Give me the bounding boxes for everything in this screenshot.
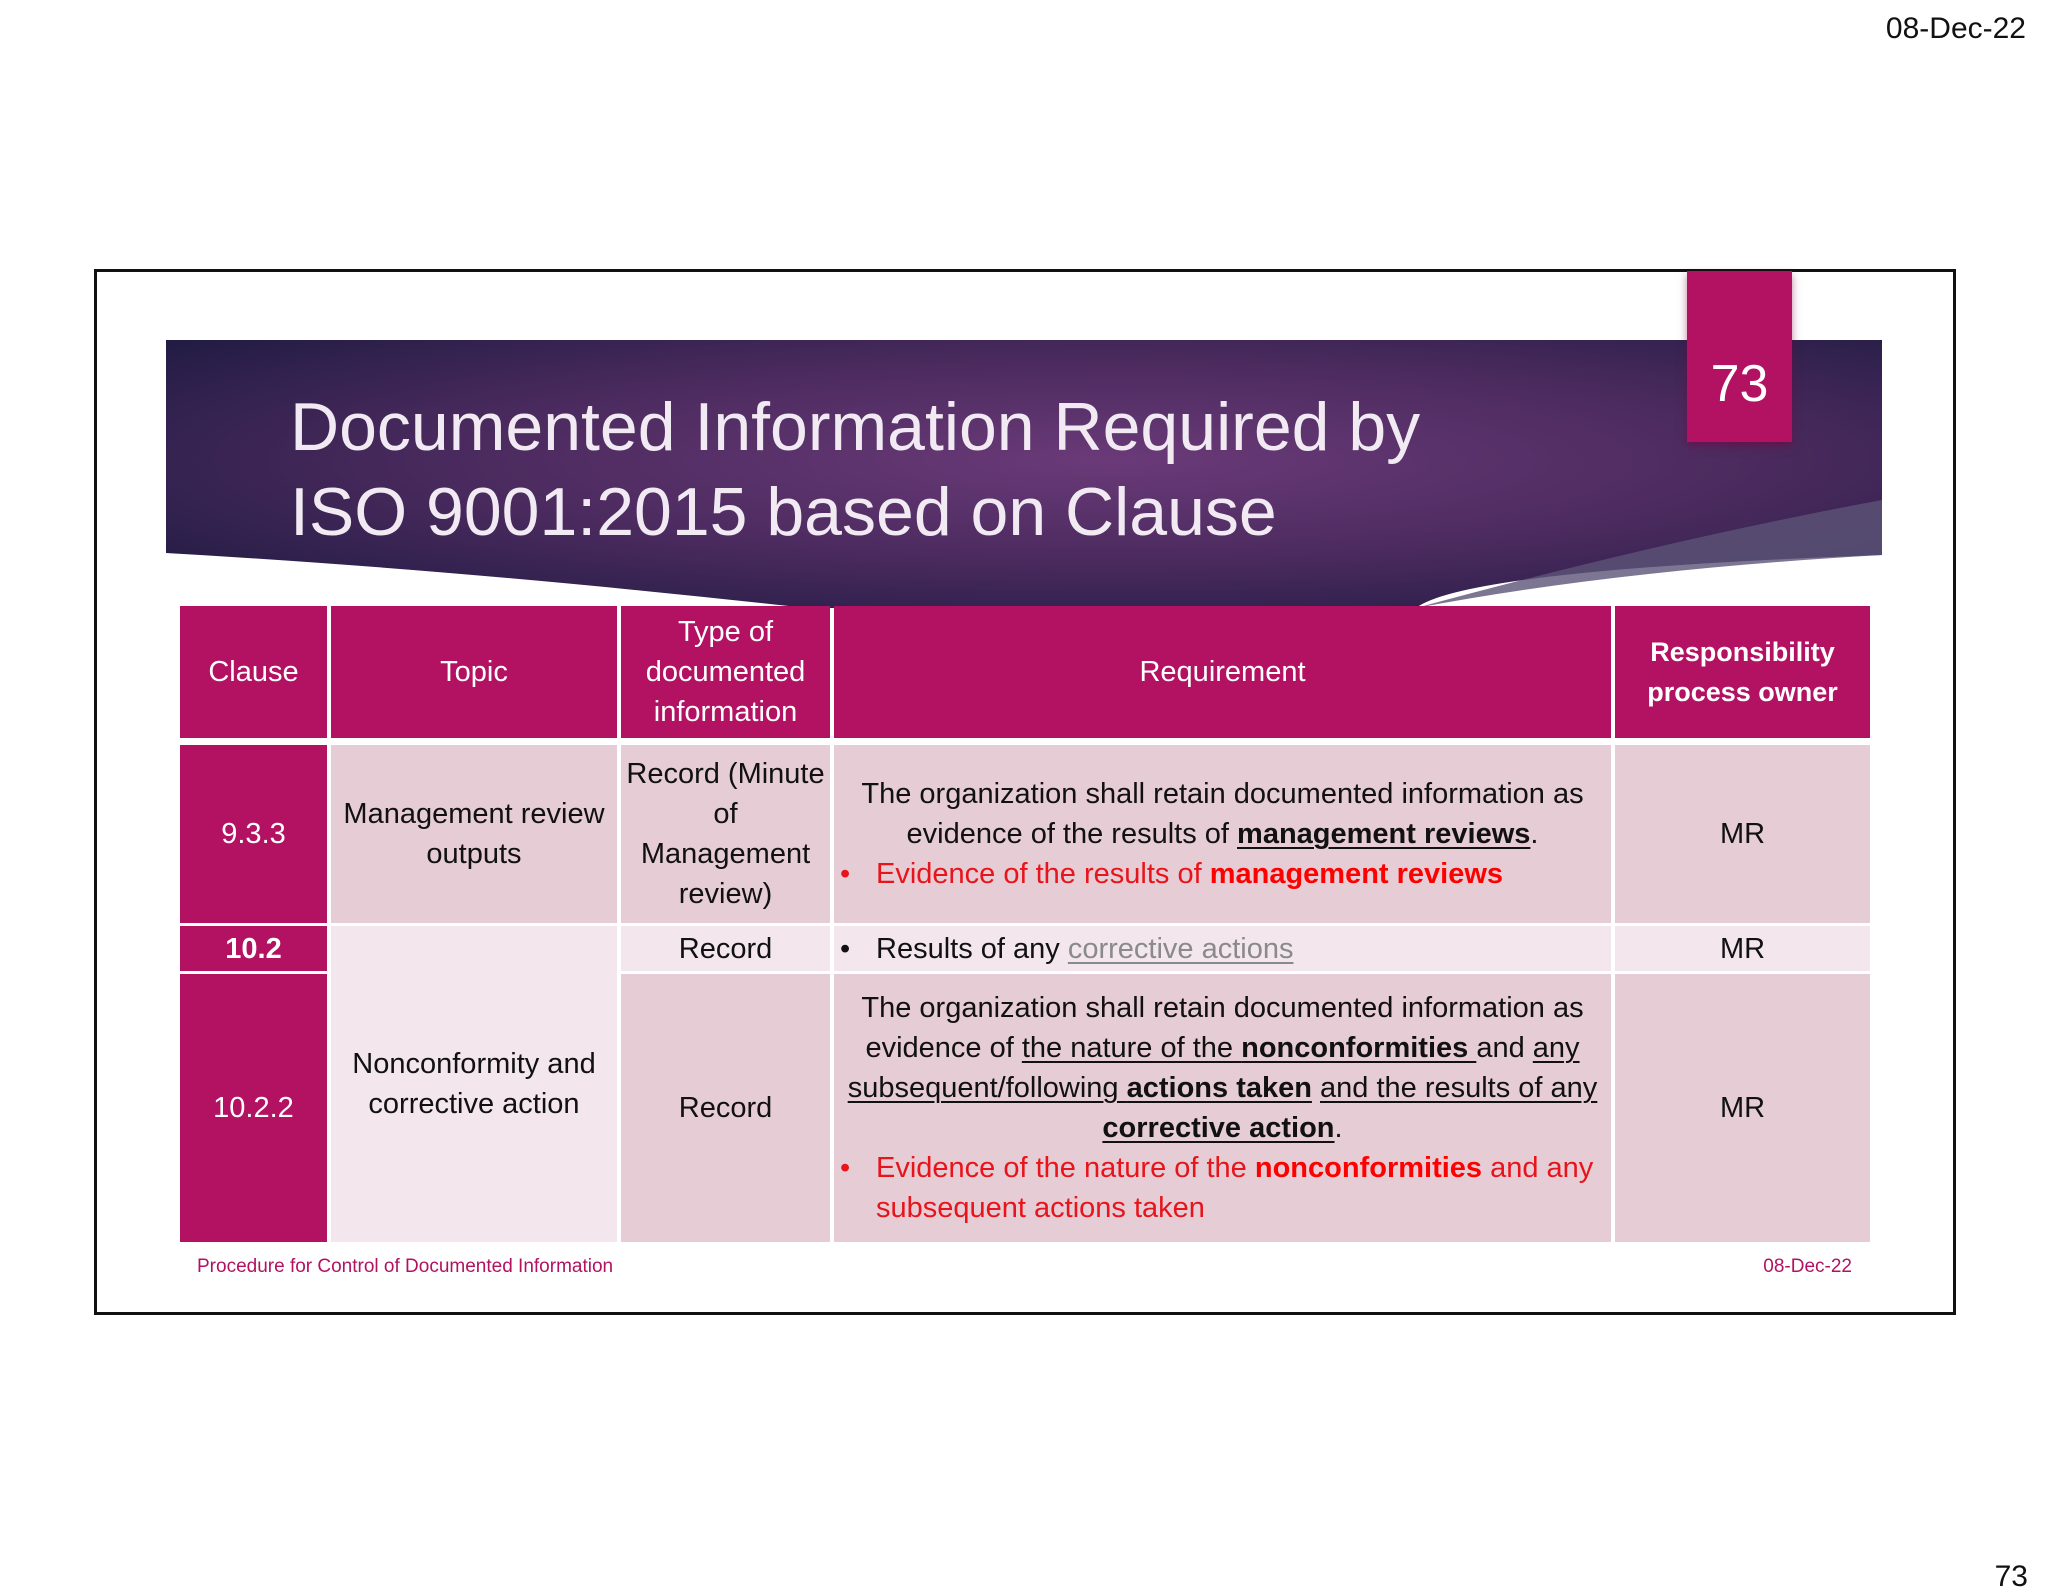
text: Evidence of the results of [876, 858, 1210, 890]
emphasis: management reviews [1237, 818, 1531, 850]
footer-date: 08-Dec-22 [1763, 1256, 1852, 1277]
header-type: Type of documented information [621, 606, 830, 738]
text [1312, 1072, 1320, 1104]
topic-cell: Management review outputs [331, 745, 617, 923]
requirement-cell [834, 745, 1611, 923]
emphasis: nonconformities [1241, 1032, 1477, 1064]
text: and [1476, 1032, 1533, 1064]
emphasis: the nature of the [1021, 1032, 1242, 1064]
bullet-icon: • [840, 932, 851, 965]
emphasis: actions taken [1126, 1072, 1312, 1104]
title-line-1: Documented Information Required by [290, 389, 1421, 465]
header-clause: Clause [180, 606, 327, 738]
text: Evidence of the nature of the [876, 1152, 1255, 1184]
page-number: 73 [1994, 1560, 2028, 1593]
emphasis: nonconformities [1254, 1152, 1483, 1184]
type-cell: Record [621, 926, 830, 971]
header-topic: Topic [331, 606, 617, 738]
requirement-bullet [838, 854, 1607, 894]
owner-cell: MR [1615, 745, 1870, 923]
corrective-actions-link[interactable]: corrective actions [1067, 932, 1294, 965]
slide-number-tab [1687, 271, 1792, 442]
requirement-cell [834, 926, 1611, 971]
type-cell: Record (Minute of Management review) [621, 745, 830, 923]
header-owner: Responsibility process owner [1615, 606, 1870, 738]
clause-cell: 9.3.3 [180, 745, 327, 923]
requirement-bullet [838, 929, 1607, 969]
slide-number: 73 [1710, 355, 1769, 413]
text: The organization shall retain documented information as evidence of the results of [861, 778, 1584, 850]
text: . [1334, 1112, 1343, 1144]
requirement-bullet [838, 1148, 1607, 1228]
requirement-text [838, 774, 1607, 854]
bullet-icon: • [840, 1152, 851, 1184]
text: and any subsequent actions taken [876, 1152, 1594, 1224]
text: The organization shall retain documented information as evidence of [861, 992, 1584, 1064]
text: Results of any [876, 932, 1068, 965]
text: . [1530, 818, 1539, 850]
emphasis: any subsequent/following [847, 1032, 1580, 1104]
emphasis: and the results of any [1320, 1072, 1598, 1104]
emphasis: corrective action [1102, 1112, 1335, 1144]
emphasis: management reviews [1209, 858, 1504, 890]
bullet-icon: • [840, 858, 851, 890]
title-line-2: ISO 9001:2015 based on Clause [290, 474, 1277, 550]
slide-title [290, 385, 1420, 555]
topic-cell: Nonconformity and corrective action [331, 926, 617, 1242]
header-requirement: Requirement [834, 606, 1611, 738]
requirement-cell [834, 974, 1611, 1242]
requirement-text [838, 988, 1607, 1148]
clause-cell: 10.2 [180, 926, 327, 971]
type-cell: Record [621, 974, 830, 1242]
owner-cell: MR [1615, 926, 1870, 971]
page-date: 08-Dec-22 [1885, 12, 2026, 45]
footer-title: Procedure for Control of Documented Information [197, 1256, 614, 1277]
clause-cell: 10.2.2 [180, 974, 327, 1242]
owner-cell: MR [1615, 974, 1870, 1242]
